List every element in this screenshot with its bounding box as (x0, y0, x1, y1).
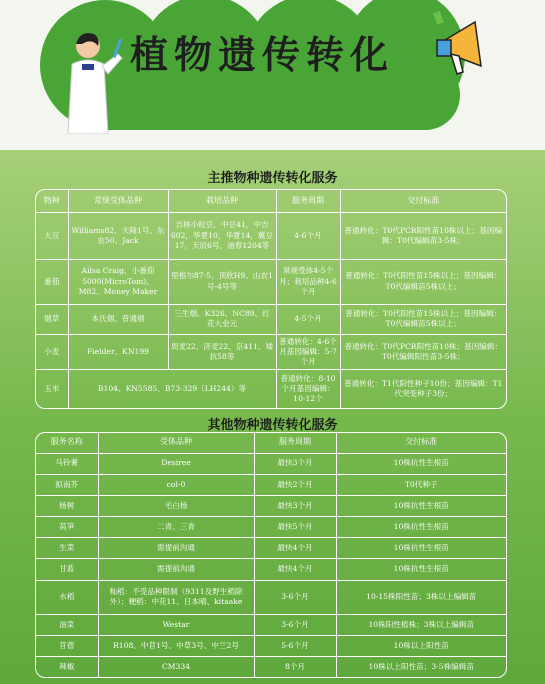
table-row: 辣椒 CM334 8个月 10株以上阳性苗；3-5株编辑苗 (36, 657, 506, 678)
table-row: 番茄 Ailsa Craig、小番茄5000(MicroTom)、M82、Money Maker 里格尔87-5、顶欣H9、山农1号-4号等 常规受体4-5个月；栽培品种4-6个月 普通转化：T0代阳性苗15株以上；基因编辑：T0代编辑苗5株以上； (36, 259, 506, 304)
section2-title: 其他物种遗传转化服务 (207, 418, 338, 433)
table-row: 水稻 籼稻：不受品种限制（9311及野生稻除外）；粳稻：中花11、日本晴、kitaake 3-6个月 10-15株阳性苗；3株以上编辑苗 (36, 580, 506, 614)
other-species-table (36, 433, 506, 677)
table-row: 莴笋 二青、三青 最快5个月 10株抗性生根苗 (36, 517, 506, 538)
section1-title: 主推物种遗传转化服务 (207, 171, 338, 186)
table-row: 玉米 B104、KN5585、B73-329（LH244）等 普通转化：8-10个月基因编辑：10-12个 普通转化：T1代阳性种子10份；基因编辑：T1代突变种子3份； (36, 369, 506, 408)
header-standard: 交付标准 (336, 433, 506, 453)
table-row: 大豆 Williams82、天隆1号、东农50、Jack 吉林小粒豆，中豆41，中吉602，华夏10，华夏14，冀豆17，天辰6号，油春1204等 4-6个月 普通转化：T0代PCR阳性苗10株以上；基因编辑：T0代编辑苗3-5株； (36, 212, 506, 259)
table-row: 马铃薯 Desiree 最快3个月 10株抗性生根苗 (36, 453, 506, 474)
header-standard: 交付标准 (340, 190, 506, 212)
table-row: 甘蓝 需提前沟通 最快4个月 10株抗性生根苗 (36, 559, 506, 580)
main-species-table (36, 190, 506, 408)
table-row: 苜蓿 R108、中苜1号、中草3号、中兰2号 5-6个月 10株以上阳性苗 (36, 635, 506, 656)
table-row: 拟南芥 col-0 最快2个月 T0代种子 (36, 474, 506, 495)
page-title: 植物遗传转化 (130, 33, 395, 77)
header-receptor: 常规受体品种 (68, 190, 168, 212)
table-row: 小麦 Fielder、KN199 周麦22、济麦22、京411、矮抗58等 普通转化：4-6个月基因编辑：5-7个月 普通转化：T0代PCR阳性苗10株；基因编辑：T0代编辑阳性苗3-5株； (36, 335, 506, 370)
table-row: 杨树 毛白杨 最快3个月 10株抗性生根苗 (36, 495, 506, 516)
table-row: 生菜 需提前沟通 最快4个月 10株抗性生根苗 (36, 538, 506, 559)
scientist-illustration (58, 24, 128, 134)
header-receptor: 受体品种 (98, 433, 254, 453)
header-service: 服务名称 (36, 433, 98, 453)
main-species-table-card (35, 189, 507, 409)
other-species-table-card (35, 432, 507, 678)
table-row: 油菜 Westar 3-6个月 10株阳性植株；3株以上编辑苗 (36, 614, 506, 635)
header-species: 物种 (36, 190, 68, 212)
megaphone-icon (425, 10, 495, 80)
header-period: 服务周期 (276, 190, 340, 212)
header-period: 服务周期 (254, 433, 336, 453)
header-cultivar: 栽培品种 (168, 190, 276, 212)
table-row: 烟草 本氏烟、普通烟 三生烟、K326、NC89、红花大金元 4-5个月 普通转化：T0代阳性苗15株以上；基因编辑：T0代编辑苗5株以上； (36, 304, 506, 335)
